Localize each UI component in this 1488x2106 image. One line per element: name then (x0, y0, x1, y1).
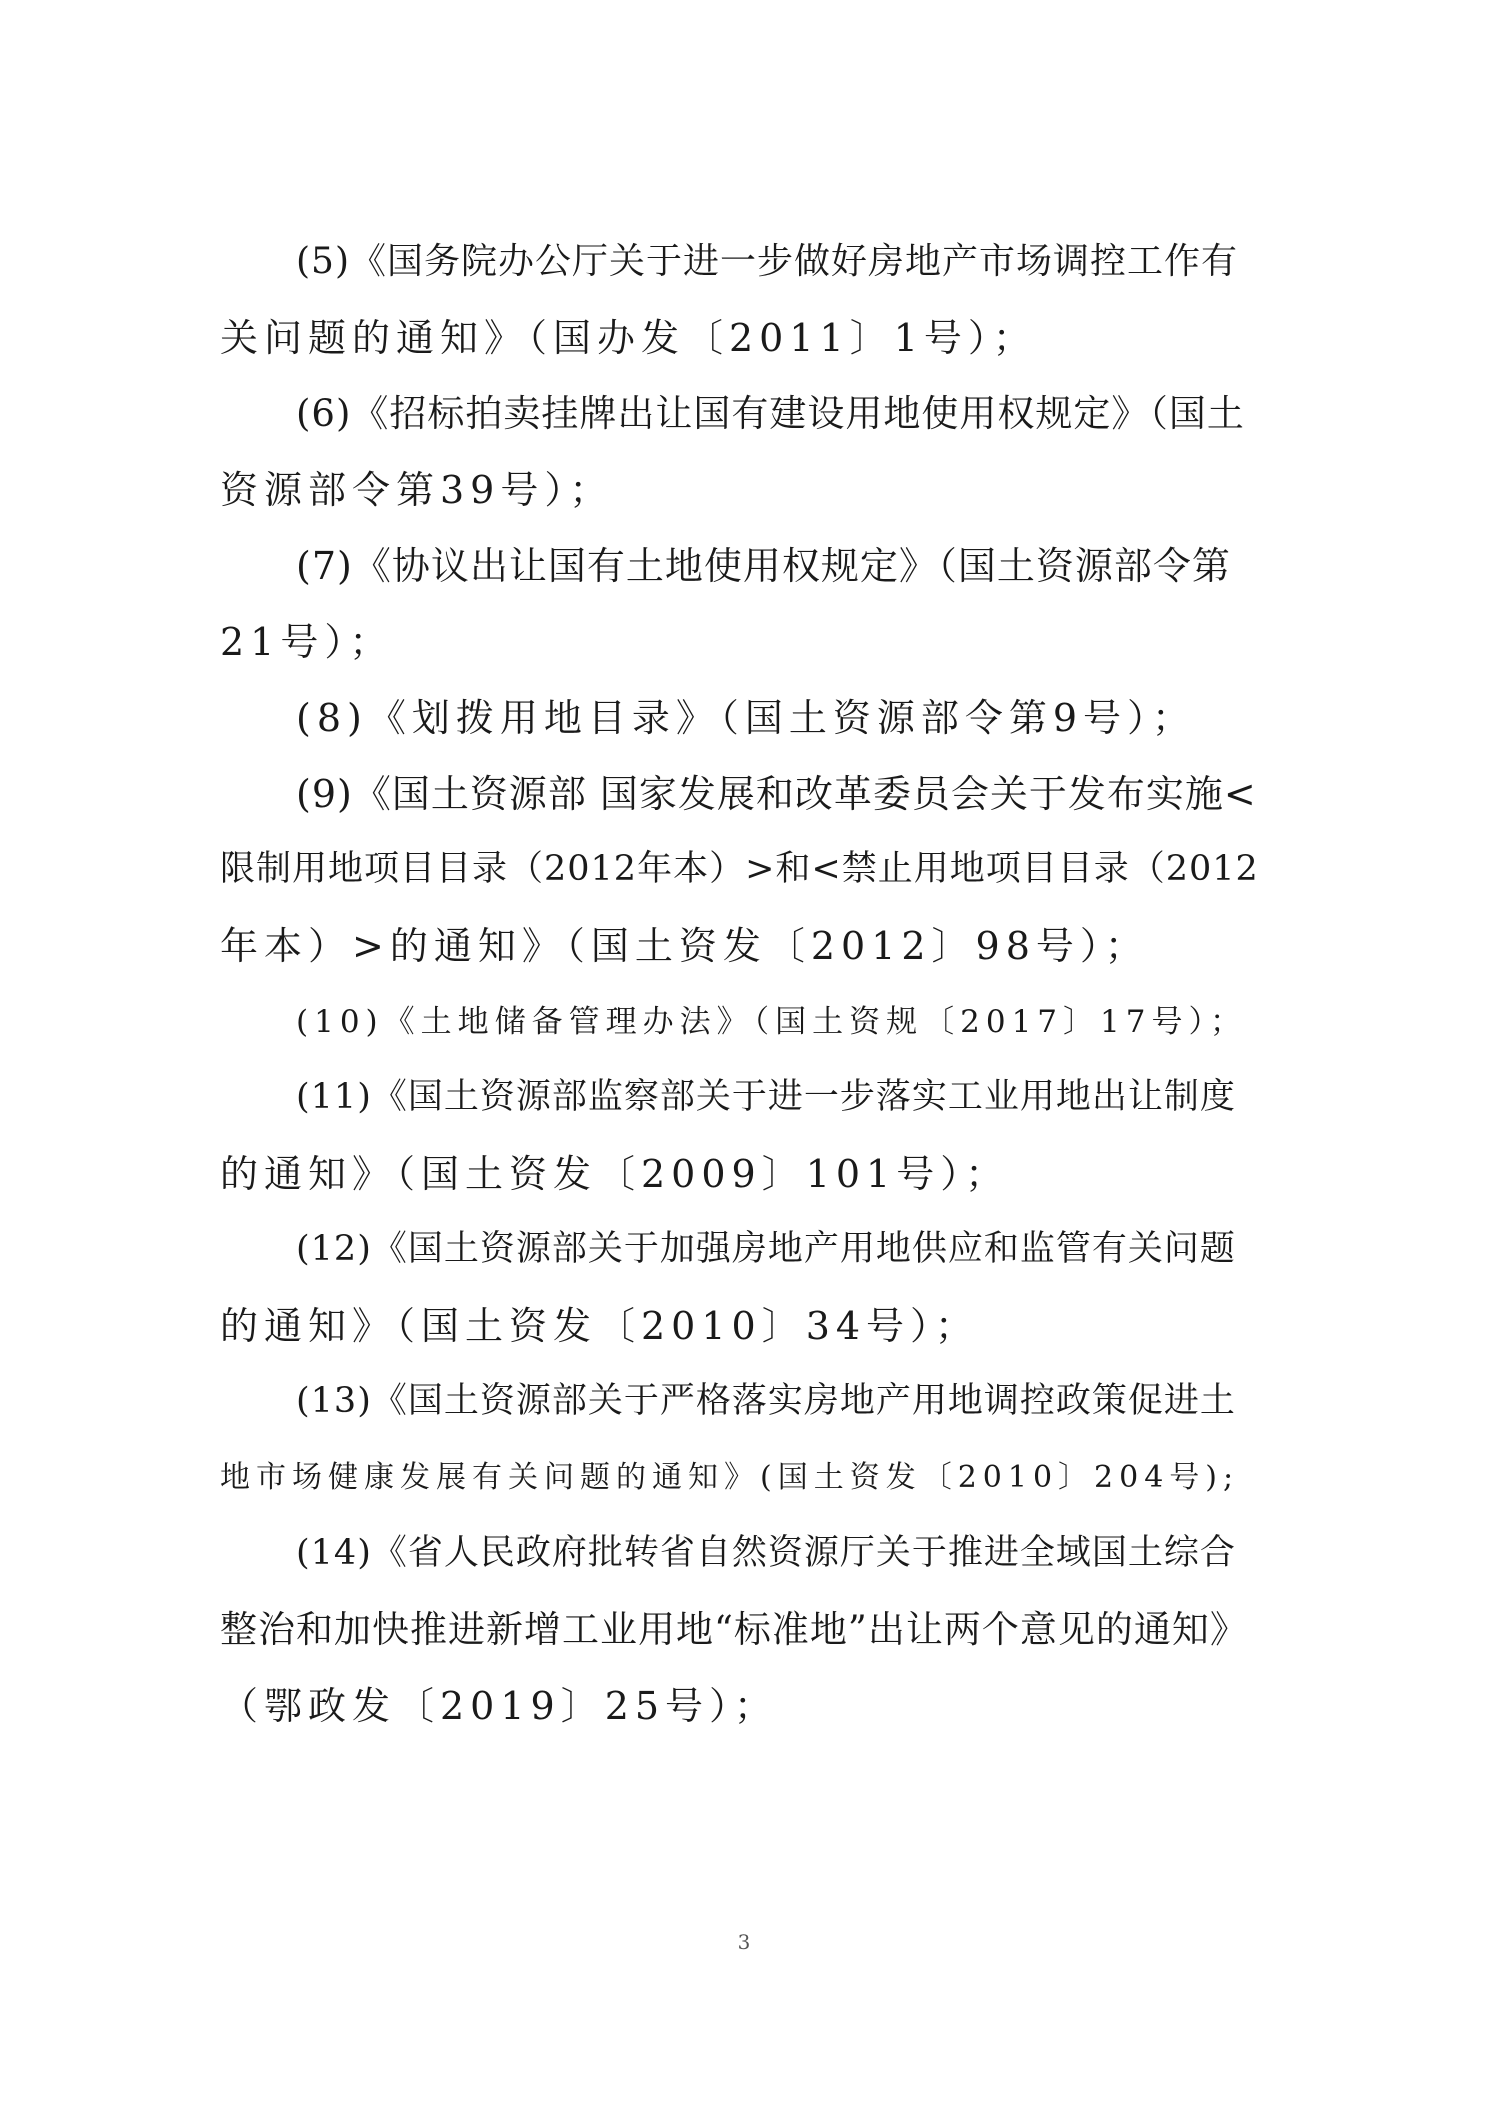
text-line: (14)《省人民政府批转省自然资源厅关于推进全域国土综合 (296, 1533, 1236, 1573)
text-line: 地市场健康发展有关问题的通知》(国土资发〔2010〕204号); (220, 1460, 1240, 1495)
list-item (220, 676, 1260, 752)
text-line: 21号）； (220, 619, 394, 664)
text-line: 的通知》（国土资发〔2009〕101号）； (220, 1151, 1010, 1196)
list-item (220, 524, 1260, 676)
text-line: (9)《国土资源部 国家发展和改革委员会关于发布实施< (296, 771, 1257, 816)
list-item (220, 1360, 1260, 1512)
list-item (220, 372, 1260, 524)
text-line: (7)《协议出让国有土地使用权规定》（国土资源部令第 (296, 543, 1231, 588)
text-line: 的通知》（国土资发〔2010〕34号）； (220, 1303, 980, 1348)
page-number: 3 (737, 1930, 751, 1954)
text-line: (12)《国土资源部关于加强房地产用地供应和监管有关问题 (296, 1229, 1236, 1269)
text-line: (8)《划拨用地目录》（国土资源部令第9号）； (296, 695, 1197, 740)
list-item (220, 220, 1260, 372)
list-item (220, 752, 1260, 980)
text-line: 年本）>的通知》（国土资发〔2012〕98号）； (220, 923, 1149, 968)
text-line: (5)《国务院办公厅关于进一步做好房地产市场调控工作有 (296, 240, 1238, 282)
text-line: (6)《招标拍卖挂牌出让国有建设用地使用权规定》（国土 (296, 392, 1245, 435)
text-line: (13)《国土资源部关于严格落实房地产用地调控政策促进土 (296, 1381, 1236, 1421)
text-line: 限制用地项目目录（2012年本）>和<禁止用地项目目录（2012 (220, 849, 1259, 889)
text-line: （鄂政发〔2019〕25号）； (220, 1683, 779, 1728)
list-item (220, 1056, 1260, 1208)
list-item (220, 980, 1260, 1056)
text-line: (11)《国土资源部监察部关于进一步落实工业用地出让制度 (296, 1077, 1236, 1117)
list-item (220, 1208, 1260, 1360)
list-item (220, 1512, 1260, 1740)
text-line: 整治和加快推进新增工业用地“标准地”出让两个意见的通知》 (220, 1608, 1248, 1651)
text-line: (10)《土地储备管理办法》（国土资规〔2017〕17号）； (296, 1003, 1247, 1040)
text-line: 关问题的通知》（国办发〔2011〕1号）； (220, 315, 1037, 360)
document-body (220, 220, 1260, 1740)
text-line: 资源部令第39号）； (220, 467, 614, 512)
